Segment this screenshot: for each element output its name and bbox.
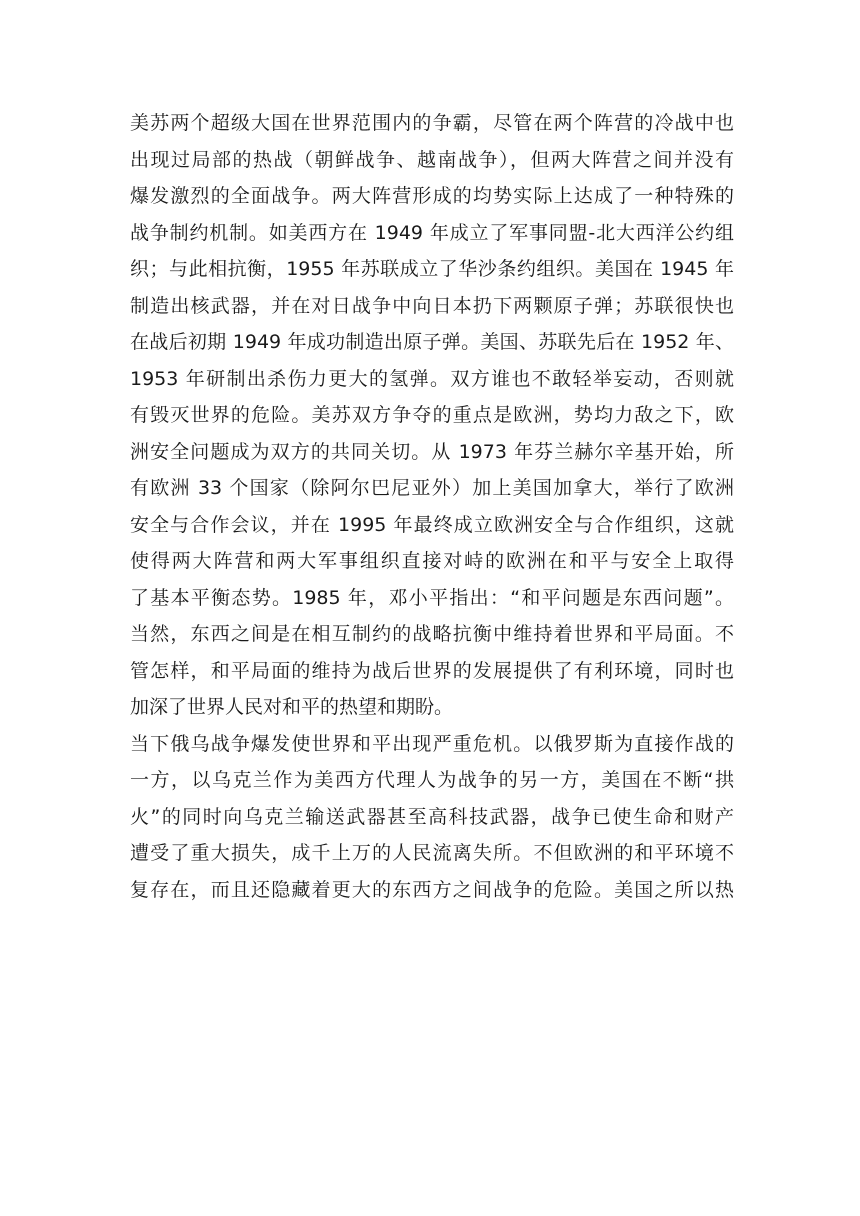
text-line: 安全与合作会议，并在 1995 年最终成立欧洲安全与合作组织，这就 — [130, 513, 734, 536]
text-line: 了基本平衡态势。1985 年，邓小平指出：“和平问题是东西问题”。 — [130, 586, 734, 609]
text-line: 爆发激烈的全面战争。两大阵营形成的均势实际上达成了一种特殊的 — [130, 185, 734, 207]
text-line: 当下俄乌战争爆发使世界和平出现严重危机。以俄罗斯为直接作战的 — [130, 732, 734, 755]
text-line: 当然，东西之间是在相互制约的战略抗衡中维持着世界和平局面。不 — [130, 623, 734, 645]
text-line: 有欧洲 33 个国家（除阿尔巴尼亚外）加上美国加拿大，举行了欧洲 — [130, 477, 734, 499]
text-line: 出现过局部的热战（朝鲜战争、越南战争），但两大阵营之间并没有 — [130, 148, 734, 171]
text-line: 洲安全问题成为双方的共同关切。从 1973 年芬兰赫尔辛基开始，所 — [130, 440, 734, 463]
text-line: 美苏两个超级大国在世界范围内的争霸，尽管在两个阵营的冷战中也 — [130, 112, 734, 134]
text-line: 加深了世界人民对和平的热望和期盼。 — [130, 696, 454, 718]
text-line: 制造出核武器，并在对日战争中向日本扔下两颗原子弹；苏联很快也 — [130, 294, 734, 317]
text-line: 使得两大阵营和两大军事组织直接对峙的欧洲在和平与安全上取得 — [130, 550, 734, 572]
text-line: 1953 年研制出杀伤力更大的氢弹。双方谁也不敢轻举妄动，否则就 — [130, 367, 734, 390]
text-line: 战争制约机制。如美西方在 1949 年成立了军事同盟-北大西洋公约组 — [130, 221, 734, 244]
text-line: 管怎样，和平局面的维持为战后世界的发展提供了有利环境，同时也 — [130, 659, 734, 682]
text-line: 遭受了重大损失，成千上万的人民流离失所。不但欧洲的和平环境不 — [130, 842, 734, 864]
text-line: 在战后初期 1949 年成功制造出原子弹。美国、苏联先后在 1952 年、 — [130, 331, 734, 353]
text-line: 复存在，而且还隐藏着更大的东西方之间战争的危险。美国之所以热 — [130, 878, 734, 901]
text-line: 一方，以乌克兰作为美西方代理人为战争的另一方，美国在不断“拱 — [130, 769, 734, 791]
body-text — [130, 105, 734, 908]
text-line: 有毁灭世界的危险。美苏双方争夺的重点是欧洲，势均力敌之下，欧 — [130, 404, 734, 426]
text-line: 织；与此相抗衡，1955 年苏联成立了华沙条约组织。美国在 1945 年 — [130, 258, 734, 280]
text-line: 火”的同时向乌克兰输送武器甚至高科技武器，战争已使生命和财产 — [130, 805, 734, 828]
